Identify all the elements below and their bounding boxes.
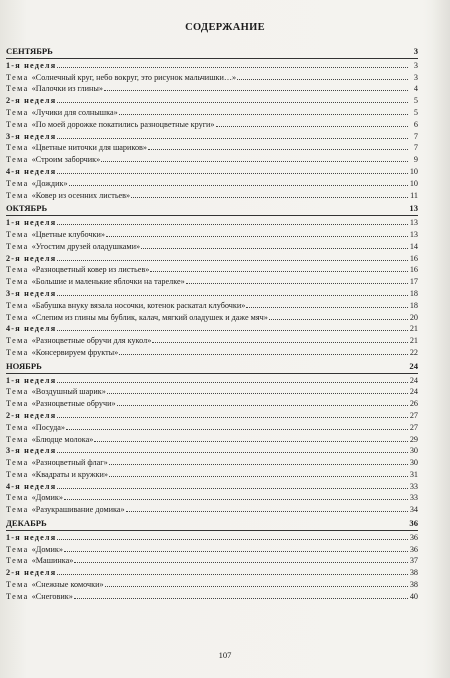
toc-topic-entry (6, 119, 418, 131)
toc-page-number: 21 (409, 324, 418, 334)
toc-topic-entry (6, 264, 418, 276)
toc-page-number: 30 (409, 458, 418, 468)
toc-week-entry (6, 445, 418, 457)
toc-entry-text: «Квадраты и кружки» (31, 469, 108, 479)
toc-topic-entry (6, 544, 418, 556)
toc-page-number: 38 (409, 580, 418, 590)
toc-entry-text: «Цветные клубочки» (31, 229, 105, 239)
toc-topic-entry (6, 591, 418, 603)
page-title: СОДЕРЖАНИЕ (185, 22, 265, 33)
toc-page-number: 33 (409, 481, 418, 491)
topic-label: Тема (6, 399, 29, 409)
dot-leader (126, 504, 408, 512)
toc-page-number: 5 (413, 107, 418, 117)
toc-entry-text: 2-я неделя (6, 568, 57, 578)
toc-entry-text: «Разукрашивание домика» (31, 505, 125, 515)
toc-entry-text: 4-я неделя (6, 166, 57, 176)
toc-topic-entry (6, 83, 418, 95)
toc-topic-entry (6, 555, 418, 567)
toc-week-entry (6, 60, 418, 72)
toc-entry-text: СЕНТЯБРЬ (6, 46, 53, 56)
toc-page-number: 36 (409, 544, 418, 554)
toc-entry-text: «Ковер из осенних листьев» (31, 190, 131, 200)
toc-entry-text: ОКТЯБРЬ (6, 203, 48, 214)
toc-entry-text: «По моей дорожке покатились разноцветные круги» (31, 119, 215, 129)
toc-page-number: 10 (409, 166, 418, 176)
toc-page-number: 13 (409, 203, 418, 214)
dot-leader (57, 410, 408, 418)
topic-label: Тема (6, 493, 29, 503)
toc-month-entry (6, 46, 418, 58)
dot-leader (101, 154, 408, 162)
toc-month-entry (6, 361, 418, 373)
toc-entry-text: «Снежные комочки» (31, 580, 104, 590)
toc-topic-entry (6, 178, 418, 190)
toc-topic-entry (6, 434, 418, 446)
topic-label: Тема (6, 84, 29, 94)
toc-topic-entry (6, 107, 418, 119)
topic-label: Тема (6, 241, 29, 251)
toc-topic-entry (6, 398, 418, 410)
topic-label: Тема (6, 469, 29, 479)
toc-page-number: 18 (409, 300, 418, 310)
dot-leader (117, 398, 408, 406)
toc-entry-text: 1-я неделя (6, 60, 57, 70)
topic-label: Тема (6, 143, 29, 153)
toc-week-entry (6, 375, 418, 387)
toc-entry-text: 3-я неделя (6, 131, 57, 141)
topic-label: Тема (6, 72, 29, 82)
toc-entry-text: «Слепим из глины мы бублик, калач, мягкий оладушек и даже мяч» (31, 312, 268, 322)
toc-topic-entry (6, 492, 418, 504)
toc-entry-text: ДЕКАБРЬ (6, 518, 47, 529)
toc-week-entry (6, 481, 418, 493)
toc-entry-text: 1-я неделя (6, 375, 57, 385)
dot-leader (57, 253, 408, 261)
toc-entry-text: 1-я неделя (6, 218, 57, 228)
toc-entry-text: «Строим заборчик» (31, 155, 101, 165)
topic-label: Тема (6, 190, 29, 200)
toc-entry-text: «Домик» (31, 544, 63, 554)
toc-entry-text: «Дождик» (31, 178, 68, 188)
toc-entry-text: «Снеговик» (31, 591, 73, 601)
topic-label: Тема (6, 556, 29, 566)
toc-page-number: 9 (413, 155, 418, 165)
toc-entry-text: «Домик» (31, 493, 63, 503)
toc-topic-entry (6, 72, 418, 84)
dot-leader (119, 347, 408, 355)
month-divider (6, 215, 418, 216)
toc-entry-text: «Разноцветный ковер из листьев» (31, 265, 150, 275)
toc-week-entry (6, 95, 418, 107)
toc-page-number: 16 (409, 253, 418, 263)
dot-leader (66, 422, 408, 430)
dot-leader (57, 375, 408, 383)
page-number: 107 (218, 650, 232, 660)
toc-page-number: 30 (409, 446, 418, 456)
toc-page-number: 3 (413, 46, 418, 56)
toc-page-number: 37 (409, 556, 418, 566)
month-divider (6, 530, 418, 531)
dot-leader (57, 481, 408, 489)
dot-leader (237, 72, 408, 80)
toc-page-number: 36 (409, 532, 418, 542)
toc-entry-text: «Машинка» (31, 556, 74, 566)
topic-label: Тема (6, 434, 29, 444)
toc-entry-text: «Блюдце молока» (31, 434, 94, 444)
toc-topic-entry (6, 335, 418, 347)
toc-entry-text: 2-я неделя (6, 253, 57, 263)
toc-topic-entry (6, 276, 418, 288)
dot-leader (74, 591, 408, 599)
toc-topic-entry (6, 241, 418, 253)
toc-entry-text: «Палочки из глины» (31, 84, 103, 94)
toc-page-number: 31 (409, 469, 418, 479)
toc-page-number: 34 (409, 505, 418, 515)
toc-week-entry (6, 166, 418, 178)
toc-page-number: 4 (413, 84, 418, 94)
toc-topic-entry (6, 347, 418, 359)
toc-entry-text: «Воздушный шарик» (31, 387, 106, 397)
dot-leader (57, 217, 408, 225)
toc-topic-entry (6, 142, 418, 154)
toc-week-entry (6, 323, 418, 335)
dot-leader (94, 434, 408, 442)
toc-entry-text: 2-я неделя (6, 410, 57, 420)
topic-label: Тема (6, 591, 29, 601)
topic-label: Тема (6, 387, 29, 397)
toc-entry-text: «Посуда» (31, 422, 65, 432)
topic-label: Тема (6, 312, 29, 322)
toc-entry-text: «Лучики для солнышка» (31, 107, 118, 117)
topic-label: Тема (6, 119, 29, 129)
topic-label: Тема (6, 336, 29, 346)
toc-page-number: 17 (409, 277, 418, 287)
dot-leader (107, 386, 408, 394)
month-divider (6, 58, 418, 59)
toc-page-number: 3 (413, 72, 418, 82)
dot-leader (105, 579, 408, 587)
dot-leader (57, 166, 408, 174)
toc-page-number: 3 (413, 60, 418, 70)
toc-entry-text: 1-я неделя (6, 532, 57, 542)
toc-topic-entry (6, 154, 418, 166)
dot-leader (57, 131, 408, 139)
topic-label: Тема (6, 347, 29, 357)
toc-entry-text: НОЯБРЬ (6, 360, 42, 371)
toc-entry-text: 4-я неделя (6, 324, 57, 334)
topic-label: Тема (6, 505, 29, 515)
toc-page-number: 16 (409, 265, 418, 275)
dot-leader (216, 119, 408, 127)
topic-label: Тема (6, 458, 29, 468)
toc-page-number: 27 (409, 410, 418, 420)
topic-label: Тема (6, 422, 29, 432)
toc-month-entry (6, 203, 418, 215)
toc-page-number: 38 (409, 568, 418, 578)
toc-entry-text: «Разноцветный флаг» (31, 458, 108, 468)
dot-leader (109, 469, 408, 477)
dot-leader (141, 241, 408, 249)
toc-entry-text: 3-я неделя (6, 446, 57, 456)
toc-topic-entry (6, 190, 418, 202)
toc-page-number: 24 (409, 360, 418, 371)
toc-week-entry (6, 217, 418, 229)
toc-week-entry (6, 288, 418, 300)
dot-leader (131, 190, 408, 198)
topic-label: Тема (6, 229, 29, 239)
toc-week-entry (6, 567, 418, 579)
toc-topic-entry (6, 422, 418, 434)
toc-page-number: 21 (409, 336, 418, 346)
topic-label: Тема (6, 155, 29, 165)
dot-leader (69, 178, 408, 186)
toc-week-entry (6, 532, 418, 544)
dot-leader (57, 60, 408, 68)
toc-week-entry (6, 410, 418, 422)
toc-page-number: 40 (409, 591, 418, 601)
toc-topic-entry (6, 579, 418, 591)
toc-entry-text: «Разноцветные обручи» (31, 399, 116, 409)
dot-leader (186, 276, 408, 284)
toc-topic-entry (6, 457, 418, 469)
dot-leader (119, 107, 408, 115)
toc-entry-text: «Большие и маленькие яблочки на тарелке» (31, 277, 185, 287)
toc-page-number: 33 (409, 493, 418, 503)
topic-label: Тема (6, 265, 29, 275)
toc-topic-entry (6, 312, 418, 324)
toc-page-number: 5 (413, 96, 418, 106)
toc-page-number: 24 (409, 387, 418, 397)
toc-entry-text: 2-я неделя (6, 96, 57, 106)
toc-entry-text: «Консервируем фрукты» (31, 347, 119, 357)
dot-leader (150, 264, 408, 272)
dot-leader (57, 95, 408, 103)
toc-page-number: 6 (413, 119, 418, 129)
toc-entry-text: «Угостим друзей оладушками» (31, 241, 141, 251)
dot-leader (74, 555, 408, 563)
dot-leader (57, 445, 408, 453)
topic-label: Тема (6, 580, 29, 590)
dot-leader (152, 335, 408, 343)
toc-week-entry (6, 131, 418, 143)
toc-page-number: 26 (409, 399, 418, 409)
dot-leader (57, 532, 408, 540)
dot-leader (106, 229, 408, 237)
toc-page-number: 20 (409, 312, 418, 322)
toc-page-number: 7 (413, 131, 418, 141)
dot-leader (64, 544, 408, 552)
dot-leader (269, 312, 408, 320)
toc-entry-text: «Разноцветные обручи для кукол» (31, 336, 152, 346)
toc-week-entry (6, 253, 418, 265)
toc-entry-text: 3-я неделя (6, 288, 57, 298)
toc-page-number: 22 (409, 347, 418, 357)
toc-topic-entry (6, 386, 418, 398)
topic-label: Тема (6, 107, 29, 117)
toc-page-number: 13 (409, 218, 418, 228)
toc-entry-text: «Бабушка внуку вязала носочки, котенок раскатал клубочки» (31, 300, 246, 310)
toc-topic-entry (6, 229, 418, 241)
toc-entry-text: 4-я неделя (6, 481, 57, 491)
dot-leader (148, 142, 408, 150)
month-divider (6, 373, 418, 374)
dot-leader (246, 300, 408, 308)
topic-label: Тема (6, 178, 29, 188)
toc-page-number: 24 (409, 375, 418, 385)
page-edge-shadow (432, 0, 450, 678)
dot-leader (57, 567, 408, 575)
dot-leader (57, 323, 408, 331)
toc-topic-entry (6, 469, 418, 481)
toc-topic-entry (6, 300, 418, 312)
dot-leader (109, 457, 408, 465)
toc-month-entry (6, 518, 418, 530)
topic-label: Тема (6, 300, 29, 310)
toc-page-number: 13 (409, 229, 418, 239)
toc-page-number: 11 (410, 190, 418, 200)
toc-page-number: 36 (409, 518, 418, 529)
topic-label: Тема (6, 277, 29, 287)
toc-page-number: 29 (409, 434, 418, 444)
toc-topic-entry (6, 504, 418, 516)
toc-page-number: 14 (409, 241, 418, 251)
topic-label: Тема (6, 544, 29, 554)
table-of-contents (6, 44, 418, 603)
dot-leader (104, 83, 408, 91)
toc-page-number: 18 (409, 288, 418, 298)
toc-page-number: 10 (409, 178, 418, 188)
toc-page-number: 7 (413, 143, 418, 153)
dot-leader (57, 288, 408, 296)
toc-page-number: 27 (409, 422, 418, 432)
toc-entry-text: «Цветные ниточки для шариков» (31, 143, 148, 153)
dot-leader (64, 492, 408, 500)
toc-entry-text: «Солнечный круг, небо вокруг, это рисунок мальчишки…» (31, 72, 237, 82)
